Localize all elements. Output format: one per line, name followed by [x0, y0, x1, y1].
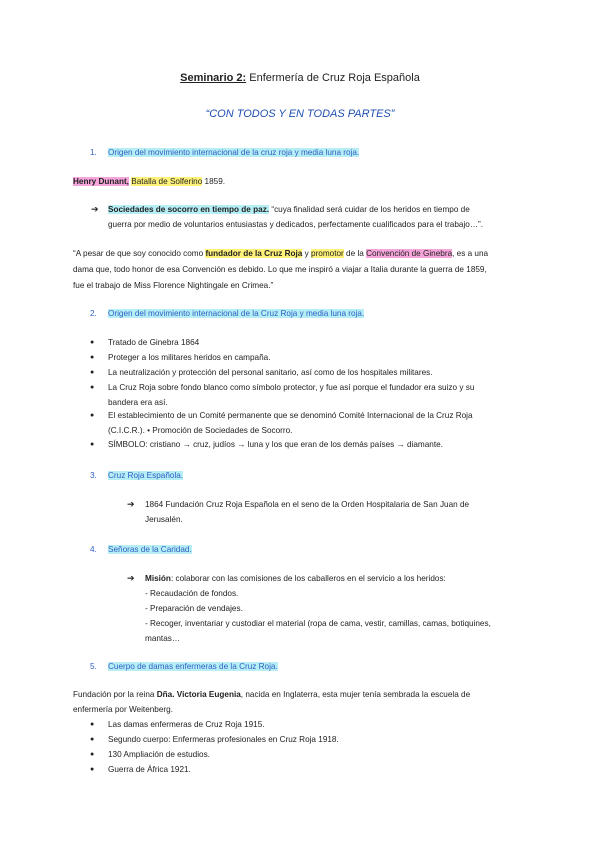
section-5-heading: Cuerpo de damas enfermeras de la Cruz Roja.: [108, 662, 278, 671]
s5-item: Segundo cuerpo: Enfermeras profesionales en Cruz Roja 1918.: [108, 735, 339, 744]
dunant-year: 1859.: [202, 177, 226, 186]
quote-line-3: fue el trabajo de Miss Florence Nightingale en Crimea.”: [73, 281, 274, 290]
bullet-icon: ●: [90, 384, 95, 391]
s5-intro-a: Fundación por la reina: [73, 690, 157, 699]
dunant-line: [73, 177, 225, 186]
socorro-line-2: guerra por medio de voluntarios entusiastas y dedicados, perfectamente cualificados para el trabajo…”.: [108, 220, 484, 229]
section-4-heading: Señoras de la Caridad.: [108, 545, 192, 554]
section-2-heading: Origen del movimiento internacional de la Cruz Roja y media luna roja.: [108, 309, 365, 318]
s5-intro-queen: Dña. Victoria Eugenia: [156, 690, 241, 699]
quote-line-2: dama que, todo honor de esa Convención es debido. Lo que me inspiró a viajar a Italia durante la guerra de 1859,: [73, 265, 487, 274]
bullet-icon: ●: [90, 369, 95, 376]
s4-line: - Recoger, inventariar y custodiar el material (ropa de cama, vestir, camillas, camas, botiquines,: [145, 619, 491, 628]
bullet-icon: ●: [90, 354, 95, 361]
title-rest: Enfermería de Cruz Roja Española: [246, 72, 420, 84]
s4-line: mantas…: [145, 634, 181, 643]
dunant-name: Henry Dunant,: [73, 177, 129, 186]
s5-item: Guerra de África 1921.: [108, 765, 191, 774]
bullet-icon: ●: [90, 339, 95, 346]
s4-line: - Preparación de vendajes.: [145, 604, 243, 613]
mision-line: [145, 574, 446, 583]
s5-item: Las damas enfermeras de Cruz Roja 1915.: [108, 720, 265, 729]
section-5-number: 5.: [90, 662, 97, 671]
bullet-icon: ●: [90, 736, 95, 743]
bullet-icon: ●: [90, 441, 95, 448]
s5-intro-line-1: [73, 690, 470, 699]
s2-item-cont: (C.I.C.R.). • Promoción de Sociedades de Socorro.: [108, 426, 293, 435]
bullet-icon: ●: [90, 412, 95, 419]
section-3-number: 3.: [90, 471, 97, 480]
section-2-number: 2.: [90, 309, 97, 318]
s5-intro-c: , nacida en Inglaterra, esta mujer tenía sembrada la escuela de: [240, 690, 471, 699]
s2-item-cont: bandera era así.: [108, 398, 168, 407]
quote-c: y: [302, 249, 312, 258]
quote-line-1: [73, 249, 488, 258]
arrow-icon: ➔: [91, 204, 99, 214]
mision-text: : colaborar con las comisiones de los caballeros en el servicio a los heridos:: [170, 574, 446, 583]
s3-line-1: 1864 Fundación Cruz Roja Española en el seno de la Orden Hospitalaria de San Juan de: [145, 500, 470, 509]
s5-item: 130 Ampliación de estudios.: [108, 750, 210, 759]
quote-convencion: Convención de Ginebra: [366, 249, 453, 258]
s5-intro-line-2: enfermería por Weitenberg.: [73, 705, 173, 714]
s2-item: Proteger a los militares heridos en campaña.: [108, 353, 271, 362]
socorro-line-1: [108, 205, 470, 214]
quote-g: , es a una: [452, 249, 489, 258]
bullet-icon: ●: [90, 766, 95, 773]
quote-fundador: fundador de la Cruz Roja: [205, 249, 303, 258]
s4-line: - Recaudación de fondos.: [145, 589, 239, 598]
bullet-icon: ●: [90, 721, 95, 728]
arrow-icon: ➔: [127, 573, 135, 583]
section-3-heading: Cruz Roja Española.: [108, 471, 184, 480]
s2-item: SÍMBOLO: cristiano → cruz, judíos → luna y los que eran de los demás países → diamante.: [108, 440, 443, 449]
s2-item: El establecimiento de un Comité permanente que se denominó Comité Internacional de la Cruz Roja: [108, 411, 473, 420]
motto: “CON TODOS Y EN TODAS PARTES”: [205, 108, 395, 120]
s3-line-2: Jerusalén.: [145, 515, 183, 524]
socorro-text-1: “cuya finalidad será cuidar de los heridos en tiempo de: [269, 205, 470, 214]
arrow-icon: ➔: [127, 499, 135, 509]
s2-item: Tratado de Ginebra 1864: [108, 338, 200, 347]
title-bold: Seminario 2:: [180, 72, 247, 84]
section-1-heading: Origen del movimiento internacional de la cruz roja y media luna roja.: [108, 148, 360, 157]
quote-promotor: promotor: [311, 249, 344, 258]
section-4-number: 4.: [90, 545, 97, 554]
mision-label: Misión: [145, 574, 171, 583]
s2-item: La neutralización y protección del personal sanitario, así como de los hospitales militares.: [108, 368, 433, 377]
page-title: [0, 72, 600, 84]
dunant-battle: Batalla de Solferino: [131, 177, 203, 186]
quote-a: “A pesar de que soy conocido como: [73, 249, 206, 258]
quote-e: de la: [343, 249, 367, 258]
socorro-label: Sociedades de socorro en tiempo de paz.: [108, 205, 270, 214]
bullet-icon: ●: [90, 751, 95, 758]
s2-item: La Cruz Roja sobre fondo blanco como símbolo protector, y fue así porque el fundador era suizo y su: [108, 383, 475, 392]
section-1-number: 1.: [90, 148, 97, 157]
